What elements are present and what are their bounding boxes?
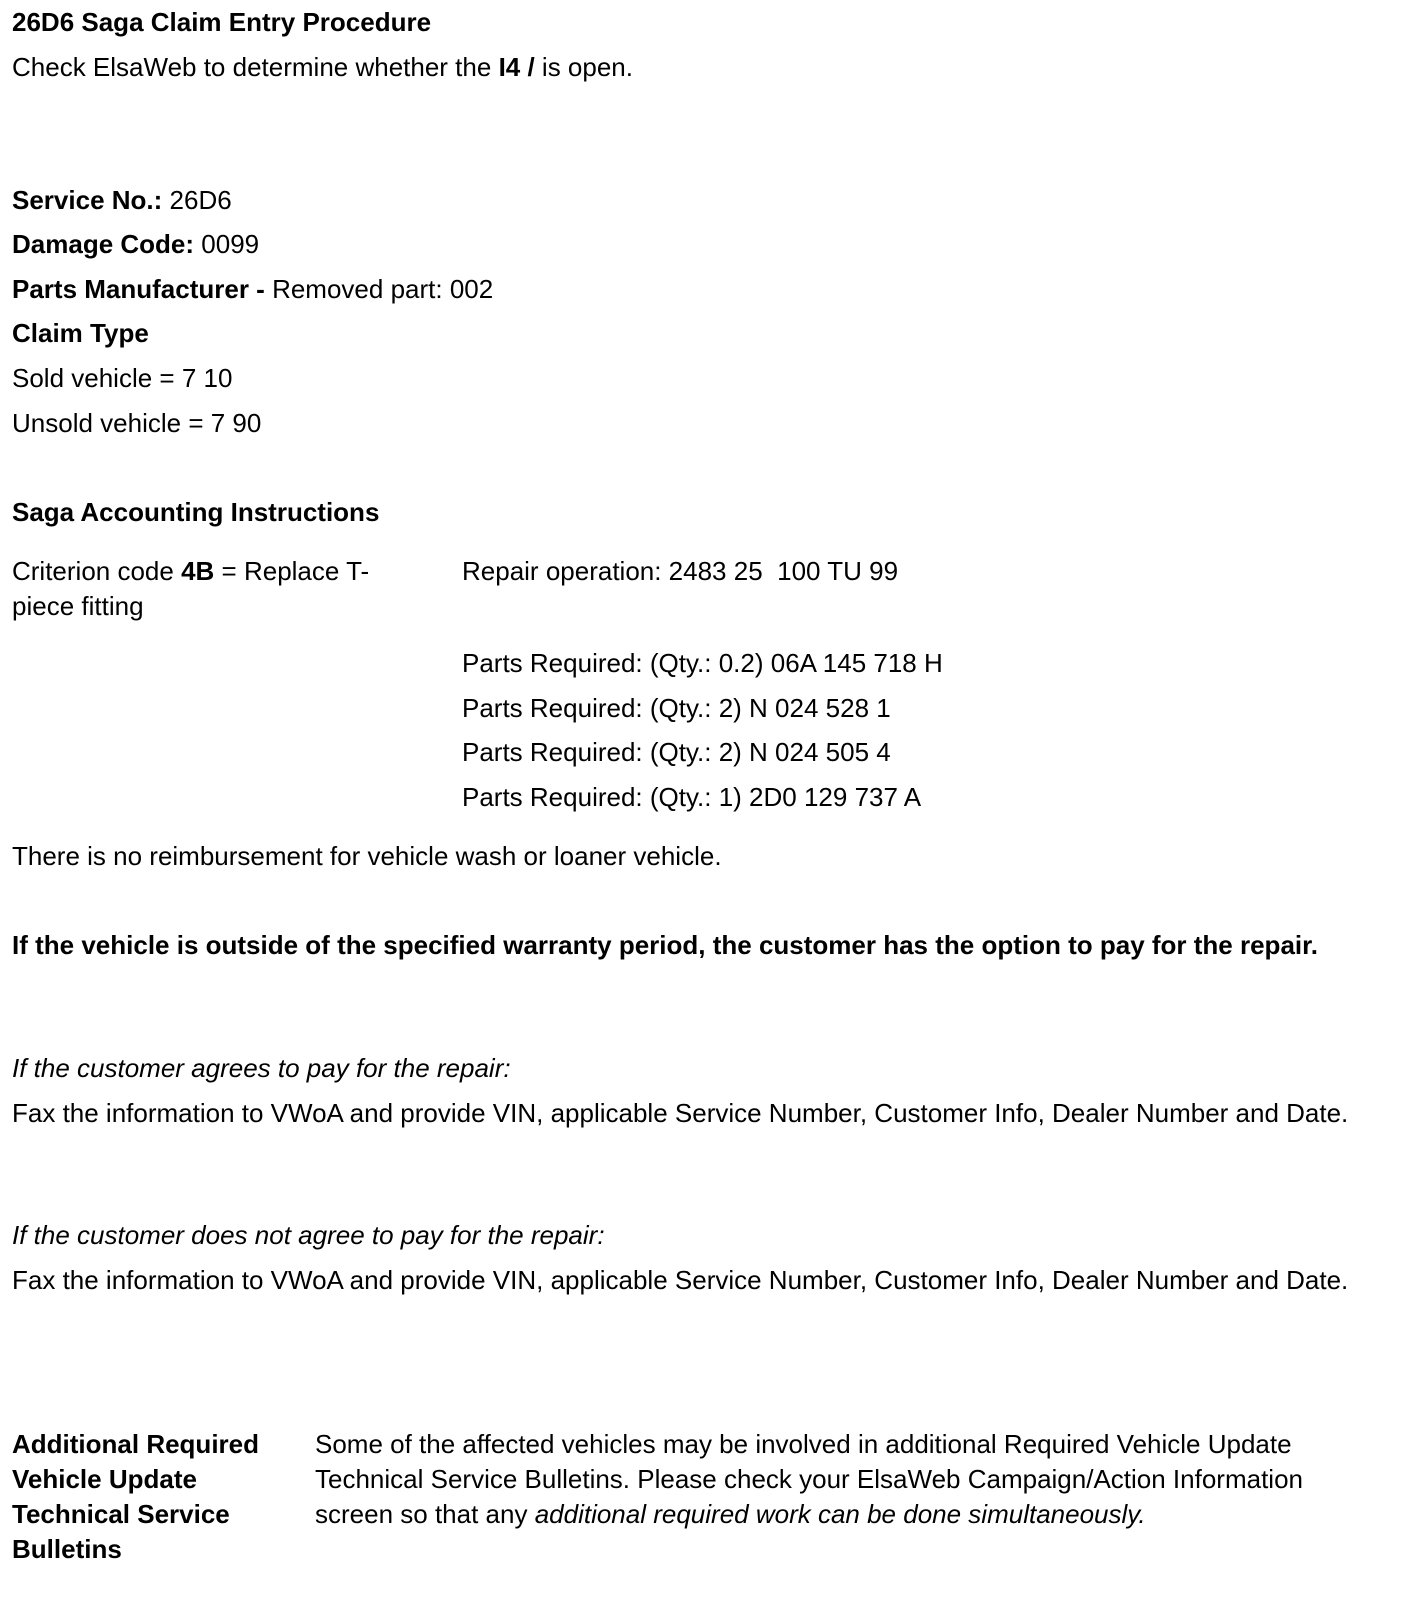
warranty-notice: If the vehicle is outside of the specified warranty period, the customer has the option to pay for the repair. <box>12 930 1319 960</box>
not-agrees-heading: If the customer does not agree to pay for the repair: <box>12 1220 605 1250</box>
criterion-code: 4B <box>181 556 215 586</box>
parts-required-1: Parts Required: (Qty.: 0.2) 06A 145 718 H <box>462 648 943 678</box>
claim-type-label: Claim Type <box>12 318 149 348</box>
additional-text-prefix: Some of the affected vehicles may be involved in additional Required Vehicle Update Technical Service Bulletins. Please check your ElsaWeb Campaign/Action Information screen so that any <box>315 1429 1303 1529</box>
damage-code <box>12 227 259 262</box>
additional-label: Additional Required Vehicle Update Technical Service Bulletins <box>12 1429 259 1564</box>
claim-type-sold: Sold vehicle = 7 10 <box>12 363 233 393</box>
parts-required-3: Parts Required: (Qty.: 2) N 024 505 4 <box>462 737 891 767</box>
service-number <box>12 183 232 218</box>
intro-bold: I4 / <box>498 52 535 82</box>
parts-manufacturer <box>12 272 493 307</box>
agrees-text: Fax the information to VWoA and provide VIN, applicable Service Number, Customer Info, Dealer Number and Date. <box>12 1098 1349 1128</box>
accounting-heading: Saga Accounting Instructions <box>12 497 380 527</box>
damage-label: Damage Code: <box>12 229 195 259</box>
document-title: 26D6 Saga Claim Entry Procedure <box>12 7 432 37</box>
parts-required-4: Parts Required: (Qty.: 1) 2D0 129 737 A <box>462 782 922 812</box>
damage-value: 0099 <box>194 229 260 259</box>
no-reimbursement: There is no reimbursement for vehicle wash or loaner vehicle. <box>12 841 722 871</box>
additional-text <box>315 1427 1360 1532</box>
service-value: 26D6 <box>162 185 232 215</box>
service-label: Service No.: <box>12 185 163 215</box>
claim-type-unsold: Unsold vehicle = 7 90 <box>12 408 262 438</box>
parts-required-2: Parts Required: (Qty.: 2) N 024 528 1 <box>462 693 891 723</box>
parts-manufacturer-label: Parts Manufacturer - <box>12 274 265 304</box>
parts-manufacturer-value: Removed part: 002 <box>264 274 494 304</box>
criterion-prefix: Criterion code <box>12 556 182 586</box>
intro-suffix: is open. <box>534 52 633 82</box>
repair-operation: Repair operation: 2483 25 100 TU 99 <box>462 556 899 586</box>
not-agrees-text: Fax the information to VWoA and provide VIN, applicable Service Number, Customer Info, Dealer Number and Date. <box>12 1265 1349 1295</box>
criterion-suffix: = Replace T-piece fitting <box>12 556 370 621</box>
intro-text <box>12 50 633 85</box>
intro-prefix: Check ElsaWeb to determine whether the <box>12 52 499 82</box>
additional-text-italic: additional required work can be done simultaneously. <box>534 1499 1146 1529</box>
criterion-cell <box>12 554 417 624</box>
agrees-heading: If the customer agrees to pay for the repair: <box>12 1053 511 1083</box>
